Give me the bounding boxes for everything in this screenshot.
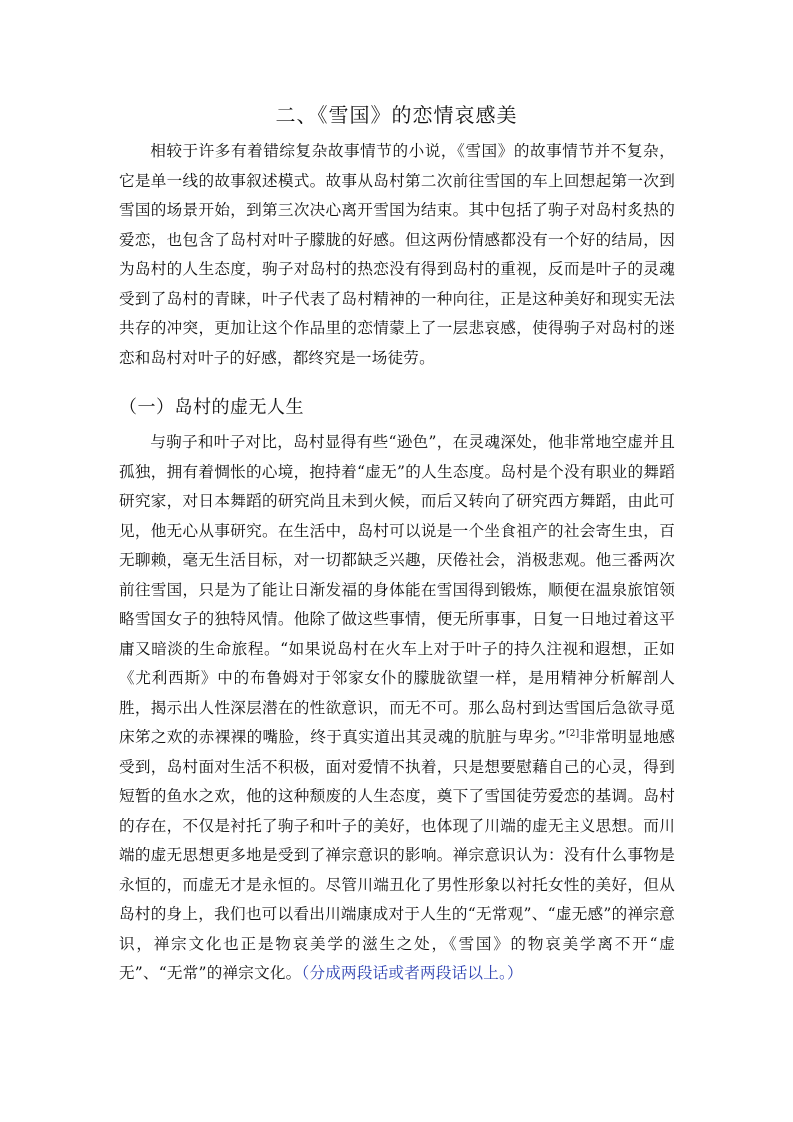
paragraph-text-before-citation: 与驹子和叶子对比，岛村显得有些“逊色”，在灵魂深处，他非常地空虚并且孤独，拥有着惆怅的心境，抱持着“虚无”的人生态度。岛村是个没有职业的舞蹈研究家，对日本舞蹈的研究尚且未到火候，而后又转向了研究西方舞蹈，由此可见，他无心从事研究。在生活中，岛村可以说是一个坐食祖产的社会寄生虫，百无聊赖，毫无生活目标，对一切都缺乏兴趣，厌倦社会，消极悲观。他三番两次前往雪国，只是为了能让日渐发福的身体能在雪国得到锻炼，顺便在温泉旅馆领略雪国女子的独特风情。他除了做这些事情，便无所事事，日复一日地过着这平庸又暗淡的生命旅程。“如果说岛村在火车上对于叶子的持久注视和遐想，正如《尤利西斯》中的布鲁姆对于邻家女仆的朦胧欲望一样，是用精神分析解剖人胜，揭示出人性深层潜在的性欲意识，而无不可。那么岛村到达雪国后急欲寻觅床笫之欢的赤裸裸的嘴脸，终于真实道出其灵魂的肮脏与卑劣。” [119, 433, 675, 746]
paragraph-intro: 相较于许多有着错综复杂故事情节的小说，《雪国》的故事情节并不复杂，它是单一线的故事叙述模式。故事从岛村第二次前往雪国的车上回想起第一次到雪国的场景开始，到第三次决心离开雪国为结束。其中包括了驹子对岛村炙热的爱恋，也包含了岛村对叶子朦胧的好感。但这两份情感都没有一个好的结局，因为岛村的人生态度，驹子对岛村的热恋没有得到岛村的重视，反而是叶子的灵魂受到了岛村的青睐，叶子代表了岛村精神的一种向往，正是这种美好和现实无法共存的冲突，更加让这个作品里的恋情蒙上了一层悲哀感，使得驹子对岛村的迷恋和岛村对叶子的好感，都终究是一场徒劳。 [119, 142, 675, 367]
subsection-heading: （一）岛村的虚无人生 [119, 397, 304, 418]
editor-comment-note: （分成两段话或者两段话以上。） [301, 964, 523, 982]
section-title: 二、《雪国》的恋情哀感美 [275, 103, 518, 127]
paragraph-text-after-citation: 非常明显地感受到，岛村面对生活不积极，面对爱情不执着，只是想要慰藉自己的心灵，得到短暂的鱼水之欢，他的这种颓废的人生态度，奠下了雪国徒劳爱恋的基调。岛村的存在，不仅是衬托了驹子和叶子的美好，也体现了川端的虚无主义思想。而川端的虚无思想更多地是受到了禅宗意识的影响。禅宗意识认为：没有什么事物是永恒的，而虚无才是永恒的。尽管川端丑化了男性形象以衬托女性的美好，但从岛村的身上，我们也可以看出川端康成对于人生的“无常观”、“虚无感”的禅宗意识，禅宗文化也正是物哀美学的滋生之处，《雪国》的物哀美学离不开“虚无”、“无常”的禅宗文化。 [119, 728, 675, 982]
paragraph-shimamura [119, 428, 675, 989]
citation-marker: [2] [565, 728, 580, 739]
